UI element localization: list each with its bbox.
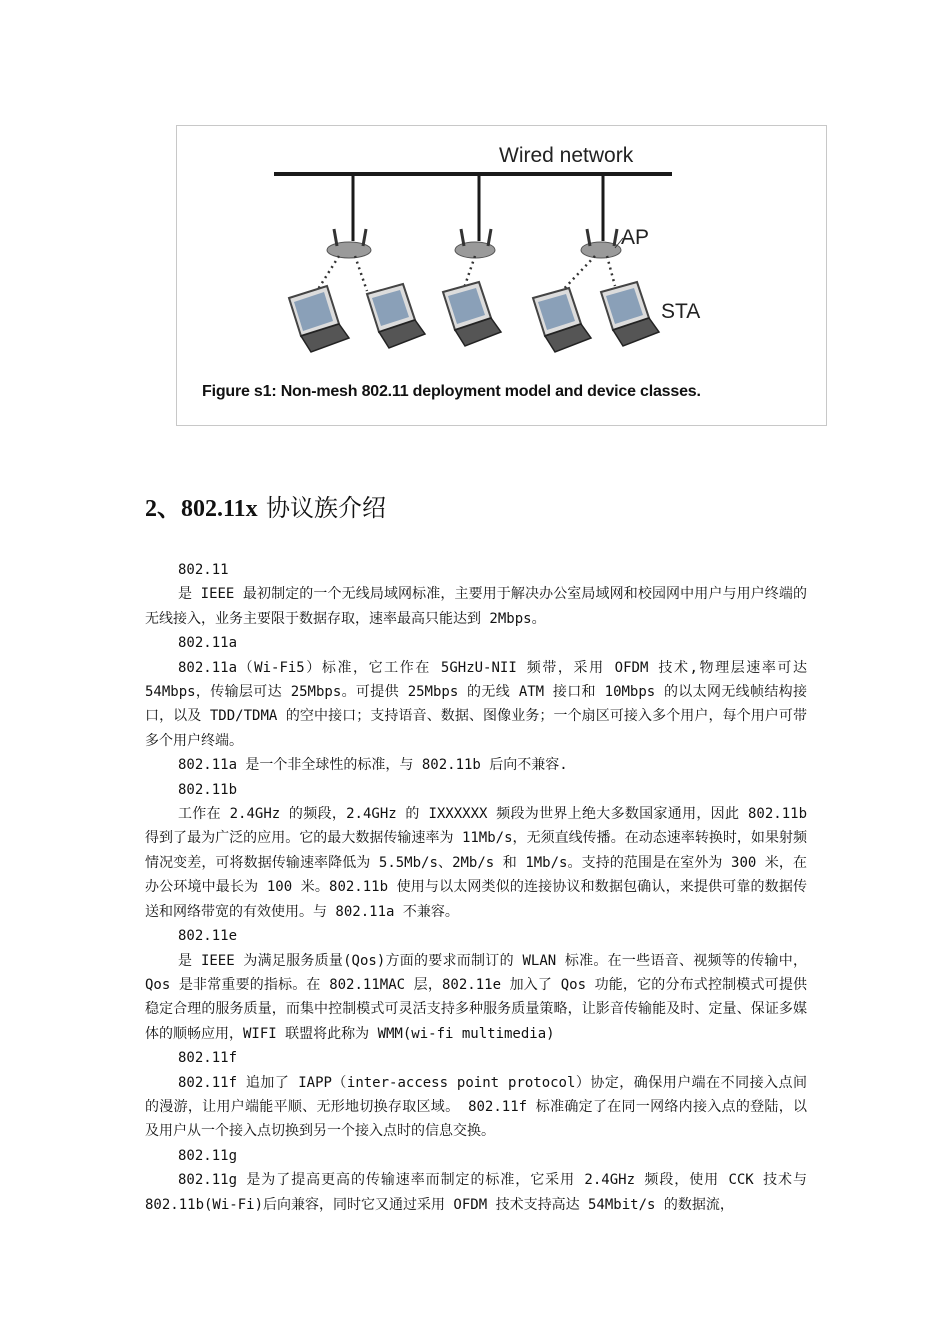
- ap-label: AP: [621, 226, 650, 249]
- access-point-icon-3: [581, 229, 621, 258]
- network-figure: [176, 125, 827, 426]
- access-point-icon-1: [327, 229, 371, 258]
- paragraph: 是 IEEE 为满足服务质量(Qos)方面的要求而制订的 WLAN 标准。在一些语音、视频等的传输中，Qos 是非常重要的指标。在 802.11MAC 层，802.11e 加入了 Qos 功能，它的分布式控制模式可提供稳定合理的服务质量，而集中控制模式可灵活支持多种服务质量策略，让影音传输能及时、定量、保证多媒体的顺畅应用，WIFI 联盟将此称为 WMM(wi-fi multimedia): [145, 952, 807, 1042]
- sta-label: STA: [661, 300, 701, 323]
- section-heading: [145, 488, 386, 523]
- network-diagram: [177, 126, 828, 427]
- subsection-title: 802.11f: [178, 1050, 238, 1067]
- figure-caption: Figure s1: Non-mesh 802.11 deployment model and device classes.: [202, 383, 701, 400]
- laptop-icon-4: [533, 288, 591, 352]
- subsection-title: 802.11a: [178, 635, 238, 652]
- access-point-icon-2: [455, 229, 495, 258]
- wired-network-label: Wired network: [499, 144, 634, 167]
- paragraph: 工作在 2.4GHz 的频段，2.4GHz 的 IXXXXXX 频段为世界上绝大多数国家通用，因此 802.11b 得到了最为广泛的应用。它的最大数据传输速率为 11Mb/s，无须直线传播。在动态速率转换时，如果射频情况变差，可将数据传输速率降低为 5.5Mb/s、2Mb/s 和 1Mb/s。支持的范围是在室外为 300 米，在办公环境中最长为 100 米。802.11b 使用与以太网类似的连接协议和数据包确认，来提供可靠的数据传送和网络带宽的有效使用。与 802.11a 不兼容。: [145, 806, 807, 920]
- subsection-title: 802.11b: [178, 781, 238, 798]
- paragraph: 802.11a（Wi-Fi5）标准，它工作在 5GHzU-NII 频带，采用 OFDM 技术,物理层速率可达 54Mbps，传输层可达 25Mbps。可提供 25Mbps 的无线 ATM 接口和 10Mbps 的以太网无线帧结构接口，以及 TDD/TDMA 的空中接口；支持语音、数据、图像业务；一个扇区可接入多个用户，每个用户可带多个用户终端。: [145, 659, 807, 749]
- document-body: [145, 558, 807, 1217]
- laptop-icon-5: [601, 282, 659, 346]
- subsection-title: 802.11g: [178, 1147, 238, 1164]
- laptop-icon-3: [443, 282, 501, 346]
- subsection-title: 802.11: [178, 562, 229, 578]
- subsection-title: 802.11e: [178, 928, 238, 945]
- laptop-icon-2: [367, 284, 425, 348]
- paragraph: 802.11f 追加了 IAPP（inter-access point protocol）协定，确保用户端在不同接入点间的漫游，让用户端能平顺、无形地切换存取区域。 802.11f 标准确定了在同一网络内接入点的登陆，以及用户从一个接入点切换到另一个接入点时的信息交换。: [145, 1074, 807, 1140]
- paragraph: 是 IEEE 最初制定的一个无线局域网标准，主要用于解决办公室局域网和校园网中用户与用户终端的无线接入，业务主要限于数据存取，速率最高只能达到 2Mbps。: [145, 586, 807, 627]
- paragraph: 802.11a 是一个非全球性的标准，与 802.11b 后向不兼容.: [178, 757, 568, 774]
- laptop-icon-1: [289, 286, 349, 352]
- section-number: 2、802.11x: [145, 496, 258, 522]
- paragraph: 802.11g 是为了提高更高的传输速率而制定的标准，它采用 2.4GHz 频段，使用 CCK 技术与 802.11b(Wi-Fi)后向兼容，同时它又通过采用 OFDM 技术支持高达 54Mbit/s 的数据流，: [145, 1172, 807, 1213]
- section-title: 协议族介绍: [266, 494, 387, 522]
